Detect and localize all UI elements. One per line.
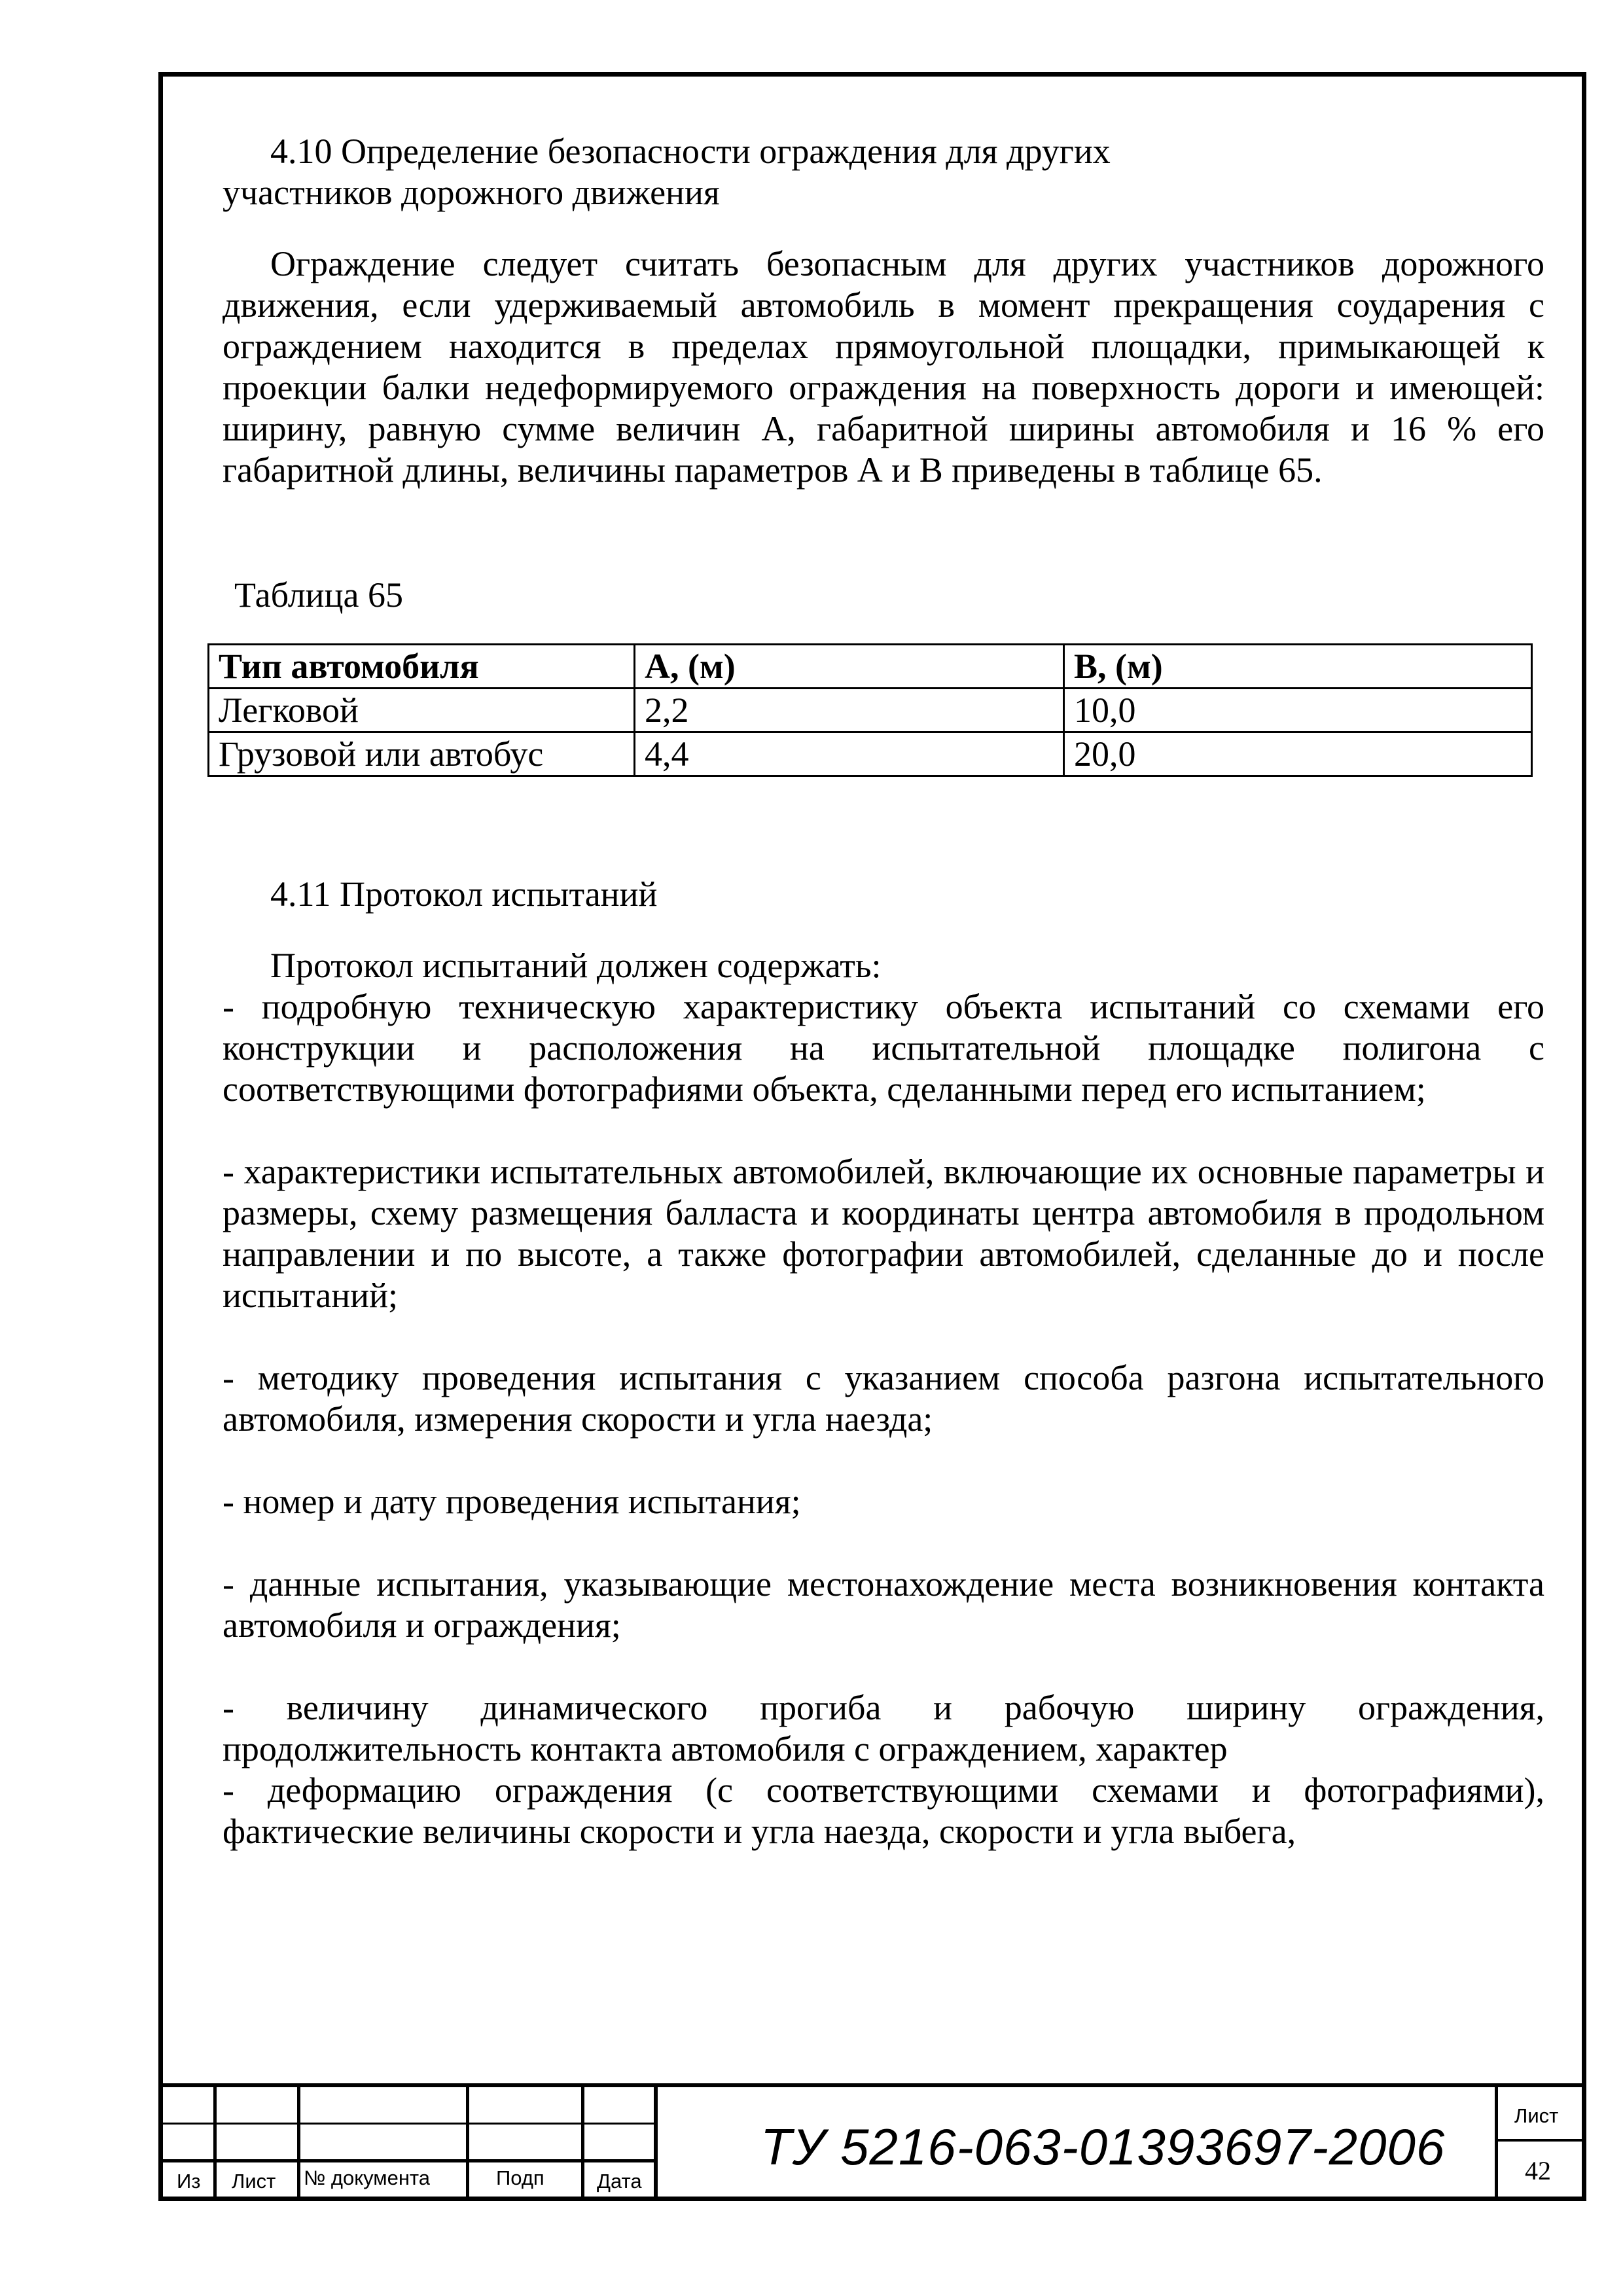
section-4-11-heading: 4.11 Протокол испытаний [270, 874, 658, 914]
table-cell: 10,0 [1064, 689, 1532, 732]
list-item: - характеристики испытательных автомобилей, включающие их основные параметры и размеры, схему размещения балласта и координаты центра автомобиля в продольном направлении и по высоте, а также фотографии автомобилей, сделанные до и после испытаний; [223, 1152, 1544, 1315]
section-4-11-intro: Протокол испытаний должен содержать: [270, 946, 882, 985]
document-body [219, 131, 1544, 1852]
list-item: - данные испытания, указывающие местонахождение места возникновения контакта автомобиля и ограждения; [223, 1564, 1544, 1645]
table-row [209, 689, 1532, 732]
list-item: - величину динамического прогиба и рабочую ширину ограждения, продолжительность контакта автомобиля с ограждением, характер [223, 1688, 1544, 1768]
section-4-10-paragraph: Ограждение следует считать безопасным для других участников дорожного движения, если удерживаемый автомобиль в момент прекращения соударения с ограждением находится в пределах прямоугольной площадки, примыкающей к проекции балки недеформируемого ограждения на поверхность дороги и имеющей: ширину, равную сумме величин А, габаритной ширины автомобиля и 16 % его габаритной длины, величины параметров А и В приведены в таблице 65. [223, 244, 1544, 490]
sheet-label: Лист [1514, 2104, 1559, 2127]
table-row [209, 732, 1532, 776]
col-list-label: Лист [232, 2170, 276, 2193]
sheet-number: 42 [1525, 2156, 1551, 2185]
table-cell: 4,4 [635, 732, 1064, 776]
header-a: А, (м) [635, 645, 1064, 689]
col-doc-label: № документа [304, 2166, 431, 2189]
list-item: - номер и дату проведения испытания; [223, 1482, 801, 1521]
list-item: - методику проведения испытания с указанием способа разгона испытательного автомобиля, измерения скорости и угла наезда; [223, 1358, 1544, 1439]
section-4-10-heading-line1: 4.10 Определение безопасности ограждения для других [270, 132, 1111, 171]
header-b: В, (м) [1064, 645, 1532, 689]
section-4-10-heading-line2: участников дорожного движения [223, 173, 720, 212]
table-cell: Легковой [209, 689, 635, 732]
table-cell: Грузовой или автобус [209, 732, 635, 776]
table-header-row [209, 645, 1532, 689]
table-65-caption: Таблица 65 [234, 575, 403, 615]
col-iz-label: Из [177, 2170, 201, 2193]
col-podp-label: Подп [496, 2166, 544, 2189]
table-cell: 2,2 [635, 689, 1064, 732]
list-item: - подробную техническую характеристику объекта испытаний со схемами его конструкции и расположения на испытательной площадке полигона с соответствующими фотографиями объекта, сделанными перед его испытанием; [223, 987, 1544, 1109]
table-cell: 20,0 [1064, 732, 1532, 776]
title-block [158, 2083, 1586, 2201]
col-data-label: Дата [597, 2170, 642, 2193]
list-item: - деформацию ограждения (с соответствующими схемами и фотографиями), фактические величины скорости и угла наезда, скорости и угла выбега, [223, 1770, 1544, 1851]
header-vehicle-type: Тип автомобиля [209, 645, 635, 689]
document-code: ТУ 5216-063-01393697-2006 [760, 2118, 1446, 2176]
table-65 [207, 643, 1533, 777]
